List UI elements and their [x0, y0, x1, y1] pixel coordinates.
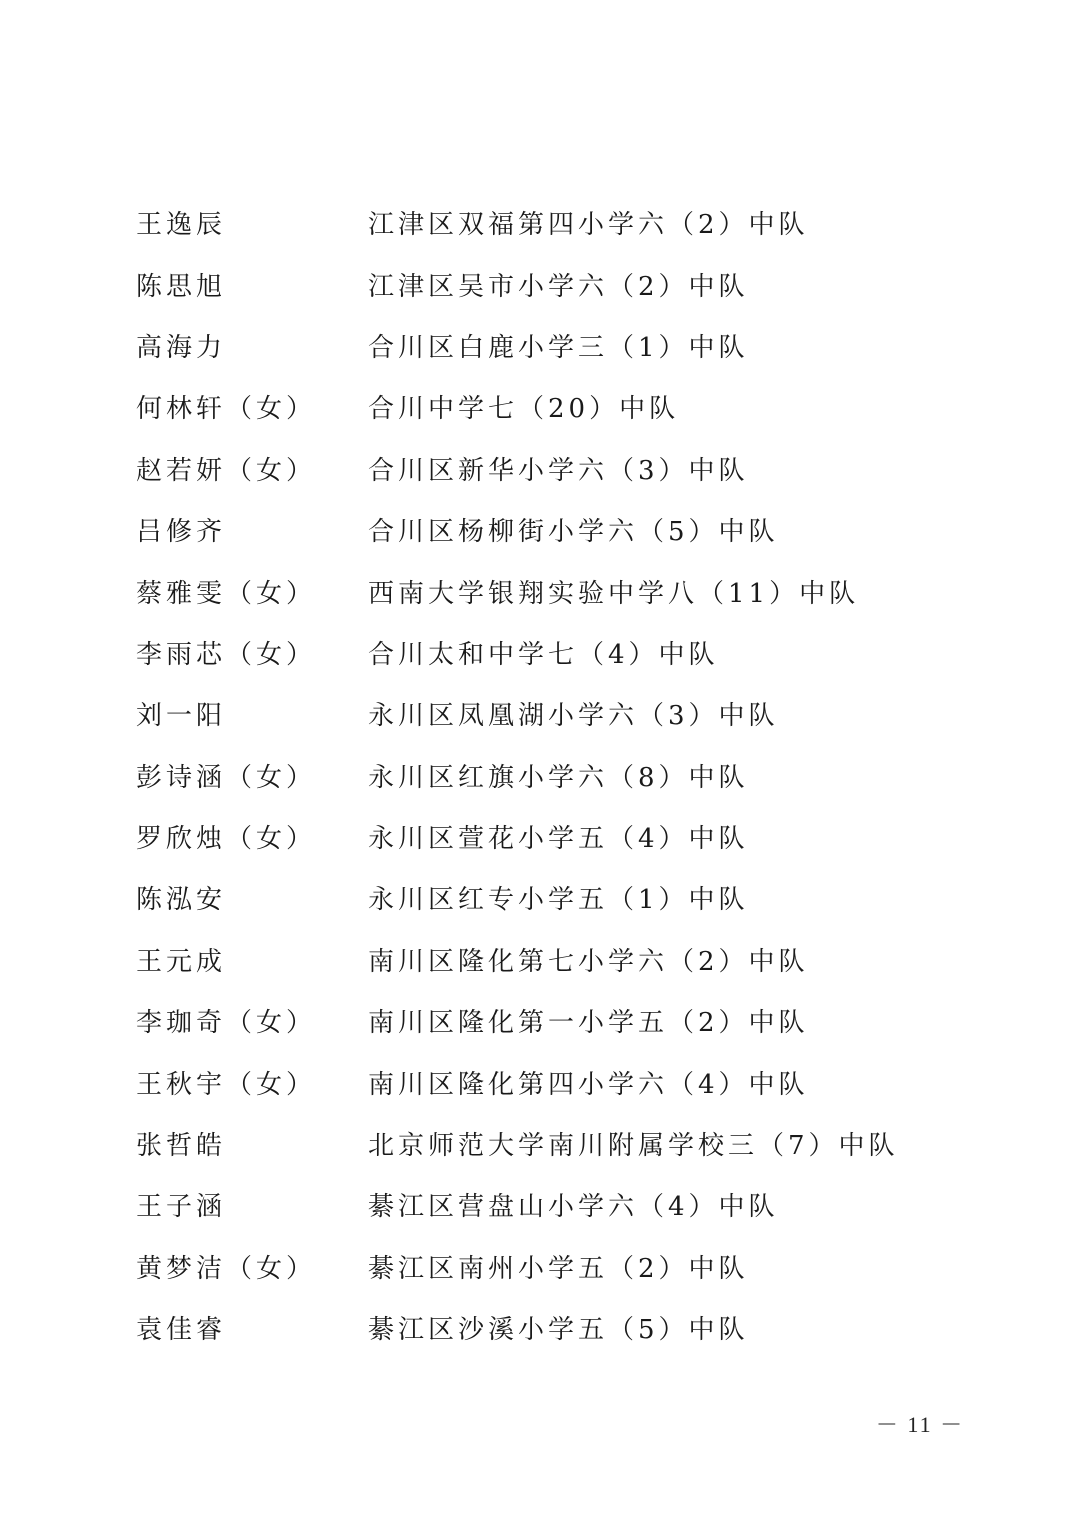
list-item	[136, 929, 996, 990]
list-item	[136, 253, 996, 314]
page-number: － 11 －	[875, 1412, 965, 1437]
student-name: 蔡雅雯（女）	[136, 578, 317, 609]
squadron-name: 綦江区营盘山小学六（4）中队	[368, 1192, 779, 1223]
squadron-name: 永川区萱花小学五（4）中队	[368, 824, 749, 855]
student-name: 赵若妍（女）	[136, 455, 317, 486]
squadron-name: 合川区新华小学六（3）中队	[368, 455, 749, 486]
squadron-name: 合川区杨柳街小学六（5）中队	[368, 517, 779, 548]
squadron-name: 永川区红旗小学六（8）中队	[368, 762, 749, 793]
squadron-name: 江津区吴市小学六（2）中队	[368, 271, 749, 302]
student-name: 彭诗涵（女）	[136, 762, 317, 793]
student-name: 何林轩（女）	[136, 394, 317, 425]
list-item	[136, 438, 996, 499]
list-item	[136, 990, 996, 1051]
list-item	[136, 1113, 996, 1174]
squadron-name: 北京师范大学南川附属学校三（7）中队	[368, 1131, 899, 1162]
student-name: 李珈奇（女）	[136, 1008, 317, 1039]
student-name: 王元成	[136, 946, 227, 977]
squadron-name: 合川太和中学七（4）中队	[368, 639, 719, 670]
list-item	[136, 560, 996, 621]
student-name: 张哲皓	[136, 1131, 227, 1162]
student-name: 王秋宇（女）	[136, 1069, 317, 1100]
list-item	[136, 1051, 996, 1112]
list-item	[136, 1236, 996, 1297]
student-name: 王逸辰	[136, 210, 227, 241]
student-name: 高海力	[136, 332, 227, 363]
list-item	[136, 745, 996, 806]
squadron-name: 永川区红专小学五（1）中队	[368, 885, 749, 916]
student-name: 李雨芯（女）	[136, 639, 317, 670]
list-item	[136, 315, 996, 376]
list-item	[136, 622, 996, 683]
squadron-name: 南川区隆化第四小学六（4）中队	[368, 1069, 809, 1100]
student-name: 罗欣烛（女）	[136, 824, 317, 855]
student-name: 刘一阳	[136, 701, 227, 732]
student-name: 王子涵	[136, 1192, 227, 1223]
student-name: 袁佳睿	[136, 1315, 227, 1346]
list-item	[136, 1297, 996, 1358]
squadron-name: 綦江区南州小学五（2）中队	[368, 1253, 749, 1284]
squadron-name: 西南大学银翔实验中学八（11）中队	[368, 578, 860, 609]
squadron-name: 永川区凤凰湖小学六（3）中队	[368, 701, 779, 732]
student-name: 陈思旭	[136, 271, 227, 302]
list-item	[136, 499, 996, 560]
squadron-name: 綦江区沙溪小学五（5）中队	[368, 1315, 749, 1346]
list-item	[136, 376, 996, 437]
list-item	[136, 806, 996, 867]
list-item	[136, 683, 996, 744]
list-item	[136, 1174, 996, 1235]
list-item	[136, 867, 996, 928]
squadron-name: 南川区隆化第一小学五（2）中队	[368, 1008, 809, 1039]
honoree-list	[136, 192, 996, 1358]
student-name: 黄梦洁（女）	[136, 1253, 317, 1284]
student-name: 陈泓安	[136, 885, 227, 916]
squadron-name: 南川区隆化第七小学六（2）中队	[368, 946, 809, 977]
squadron-name: 合川区白鹿小学三（1）中队	[368, 332, 749, 363]
squadron-name: 江津区双福第四小学六（2）中队	[368, 210, 809, 241]
student-name: 吕修齐	[136, 517, 227, 548]
list-item	[136, 192, 996, 253]
squadron-name: 合川中学七（20）中队	[368, 394, 680, 425]
